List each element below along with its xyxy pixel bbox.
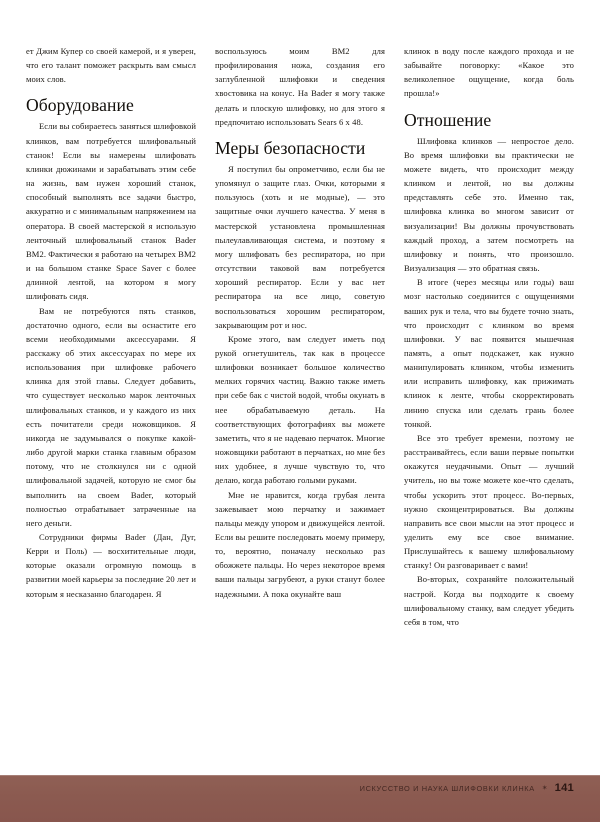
column-middle bbox=[215, 44, 385, 760]
paragraph: Мне не нравится, когда грубая лента зажевывает мою перчатку и зажимает пальцы между упором и движущейся лентой. Если вы решите последовать моему примеру, то, вероятно, поначалу несколько раз обожжете пальцы. Но через некоторое время ваши пальцы загрубеют, а руки станут более надежными. А пока окунайте ваш bbox=[215, 489, 385, 599]
section-heading-safety: Меры безопасности bbox=[215, 137, 366, 158]
ornament-icon: ✶ bbox=[541, 783, 548, 792]
paragraph: Я поступил бы опрометчиво, если бы не упомянул о защите глаз. Очки, которыми я пользуюсь (хоть и не модные), — это защитные очки лучшего качества. У меня в мастерской установлена промышленная пылеулавливающая система, и поэтому я могу шлифовать без респиратора, но при отсутствии таковой вам потребуется хороший респиратор. Если у вас нет респиратора на все лицо, советую воспользоваться хорошим респиратором, закрывающим рот и нос. bbox=[215, 163, 385, 330]
paragraph: Во-вторых, сохраняйте положительный настрой. Когда вы подходите к своему шлифовальному станку, вам следует убедить себя в том, что bbox=[404, 574, 574, 627]
section-heading-equipment: Оборудование bbox=[26, 95, 134, 116]
column-left bbox=[26, 44, 196, 760]
paragraph: Все это требует времени, поэтому не расстраивайтесь, если ваши первые попытки окажутся неудачными. Опыт — лучший учитель, но вы тоже можете кое-что сделать, чтобы ускорить этот процесс. Во-первых, нужно сконцентрироваться. Вы должны направить все свои мысли на этот процесс и уделить ему все свое внимание. Прислушайтесь к вашему шлифовальному станку! Он разговаривает с вами! bbox=[404, 432, 574, 571]
paragraph-continued: клинок в воду после каждого прохода и не забывайте поговорку: «Какое это великолепное ощущение, когда боль прошла!» bbox=[404, 46, 574, 99]
paragraph-continued: ет Джим Купер со своей камерой, и я уверен, что его талант поможет раскрыть вам смысл моих слов. bbox=[26, 46, 196, 85]
paragraph: Вам не потребуются пять станков, достаточно одного, если вы оснастите его всеми необходимыми аксессуарами. Я расскажу об этих аксессуарах по мере их использования при шлифовке рабочего клинка для этой главы. Следует добавить, что существует несколько марок ленточных шлифовальных станков, и у каждого из них есть почитатели среди ножовщиков. Я никогда не задумывался о покупке какой-либо другой марки станка главным образом потому, что не столкнулся ни с одной шлифовальной задачей, которую не смог бы выполнить на своем Bader, который полностью отрабатывает затраченные на него деньги. bbox=[26, 305, 196, 528]
paragraph: Кроме этого, вам следует иметь под рукой огнетушитель, так как в процессе шлифовки возникает большое количество мелких горячих частиц. Важно также иметь при себе бак с чистой водой, чтобы окунать в нее обрабатываемую деталь. На соответствующих фотографиях вы можете заметить, что я не надеваю перчаток. Многие ножовщики работают в перчатках, но мне без них удобнее, я лучше чувствую то, что делаю, когда работаю голыми руками. bbox=[215, 333, 385, 486]
footer-running-title: ИСКУССТВО И НАУКА ШЛИФОВКИ КЛИНКА bbox=[359, 783, 535, 793]
paragraph: Шлифовка клинков — непростое дело. Во время шлифовки вы практически не можете видеть, что происходит между клинком и лентой, но вы должны представлять себе это. Именно так, шлифовка клинка во многом зависит от визуализации! Вы должны прочувствовать каждый проход, а затем посмотреть на шлифовку и понять, что произошло. Визуализация — это обратная связь. bbox=[404, 135, 574, 274]
column-right bbox=[404, 44, 574, 760]
footer-band bbox=[0, 775, 600, 822]
page-number: 141 bbox=[554, 782, 574, 794]
footer-top-rule bbox=[0, 775, 600, 776]
footer-content bbox=[360, 782, 574, 794]
paragraph-continued: воспользуюсь моим BM2 для профилирования ножа, создания его заглубленной шлифовки и сведения хвостовика на конус. На Bader я могу также делать и плоскую шлифовку, но для этого я предпочитаю использовать Sears 6 x 48. bbox=[215, 46, 385, 127]
paragraph: Сотрудники фирмы Bader (Дан, Дуг, Керри и Поль) — восхитительные люди, которые оказали огромную помощь в развитии моей карьеры за последние 20 лет и которым я несказанно благодарен. Я bbox=[26, 532, 196, 599]
paragraph: Если вы собираетесь заняться шлифовкой клинков, вам потребуется шлифовальный станок! Если вы намерены шлифовать клинки дюжинами и зарабатывать этим себе на жизнь, вам нужен хороший станок, способный выполнять все задачи быстро, аккуратно и с минимальным напряжением на оператора. В своей мастерской я использую ленточный шлифовальный станок Bader BM2. Фактически я работаю на четырех BM2 и на большом станке Space Saver с более длинной лентой, на котором я могу шлифовать сидя. bbox=[26, 121, 196, 302]
section-heading-attitude: Отношение bbox=[404, 109, 492, 130]
page-columns bbox=[26, 44, 574, 760]
paragraph: В итоге (через месяцы или годы) ваш мозг настолько соединится с ощущениями ваших рук и тела, что вы будете точно знать, что происходит с клинком во время шлифовки. У вас появится мышечная память, а опыт подскажет, как нужно манипулировать клинком, чтобы изменить или исправить шлифовку, как прижимать клинок к ленте, чтобы скорректировать линию спуска или сделать грань более тонкой. bbox=[404, 277, 574, 429]
